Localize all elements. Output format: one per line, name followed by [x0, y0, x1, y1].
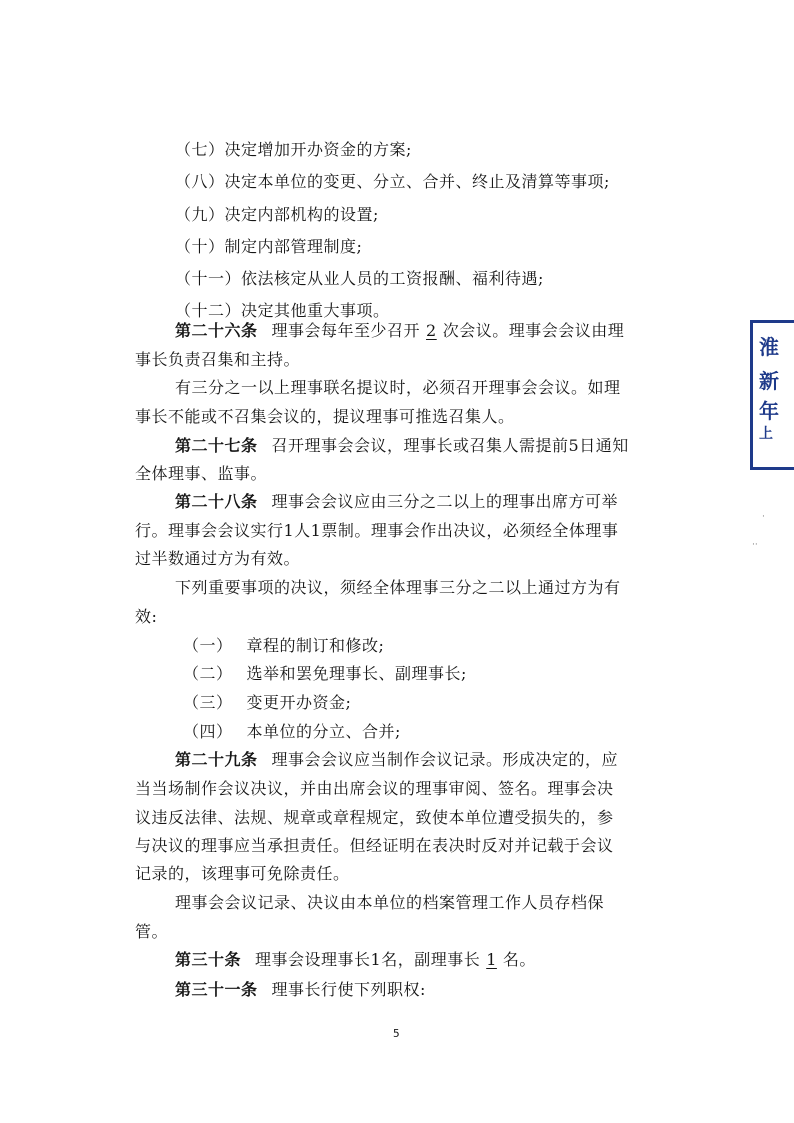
text-line: [135, 607, 157, 627]
filled-blank: 2: [426, 321, 437, 340]
text-line: [175, 980, 426, 1000]
text-line: [135, 779, 614, 799]
text-line: [135, 407, 515, 427]
line-text: （九）决定内部机构的设置;: [175, 205, 379, 224]
page-number: 5: [393, 1027, 400, 1040]
stamp-char: 淮: [759, 335, 779, 359]
text-line: [135, 521, 618, 541]
line-text: 理事会会议记录、决议由本单位的档案管理工作人员存档保: [175, 893, 605, 912]
line-text: （三）: [183, 693, 233, 712]
line-text: 理事会会议应由三分之二以上的理事出席方可举: [271, 492, 619, 511]
stamp-fragment: [750, 320, 794, 470]
text-line: [135, 808, 614, 828]
text-line: [135, 864, 350, 884]
text-line: [175, 950, 536, 970]
text-line: [135, 549, 300, 569]
line-text: 全体理事、监事。: [135, 464, 268, 483]
article-heading: 第二十七条: [175, 436, 258, 455]
text-line: [175, 321, 624, 341]
article-heading: 第二十六条: [175, 321, 258, 340]
text-line: [135, 350, 300, 370]
text-line: [175, 378, 621, 398]
line-text: 管。: [135, 922, 169, 941]
line-text: 有三分之一以上理事联名提议时，必须召开理事会会议。如理: [175, 378, 621, 397]
line-text: 议违反法律、法规、规章或章程规定，致使本单位遭受损失的，参: [135, 808, 614, 827]
text-line: [135, 464, 267, 484]
article-heading: 第三十条: [175, 950, 242, 969]
stamp-char: 年: [759, 399, 779, 423]
scan-speck: ··: [752, 540, 758, 550]
stamp-char: 新: [759, 369, 779, 393]
line-text: 行。理事会会议实行1人1票制。理事会作出决议，必须经全体理事: [135, 521, 619, 540]
text-line: [175, 269, 544, 289]
line-text: 过半数通过方为有效。: [135, 549, 301, 568]
text-line: [183, 693, 351, 713]
line-text: 事长负责召集和主持。: [135, 350, 301, 369]
line-text: 理事会会议应当制作会议记录。形成决定的，应: [271, 750, 619, 769]
line-text: 理事长行使下列职权:: [271, 980, 426, 999]
text-line: [135, 922, 168, 942]
stamp-char: 上: [759, 426, 773, 442]
line-text: 本单位的分立、合并;: [246, 722, 401, 741]
line-text: （二）: [183, 664, 233, 683]
line-text: 理事会设理事长1名，副理事长: [255, 950, 481, 969]
line-text: （四）: [183, 722, 233, 741]
text-line: [183, 722, 401, 742]
line-text: （十）制定内部管理制度;: [175, 237, 363, 256]
text-line: [183, 636, 384, 656]
text-line: [175, 750, 618, 770]
line-text: 与决议的理事应当承担责任。但经证明在表决时反对并记载于会议: [135, 836, 614, 855]
text-line: [183, 664, 467, 684]
line-text: （七）决定增加开办资金的方案;: [175, 140, 412, 159]
text-line: [175, 893, 604, 913]
line-text: 记录的，该理事可免除责任。: [135, 864, 350, 883]
line-text: （十二）决定其他重大事项。: [175, 301, 390, 320]
text-line: [175, 205, 379, 225]
line-text: 变更开办资金;: [246, 693, 352, 712]
text-line: [175, 492, 618, 512]
article-heading: 第二十八条: [175, 492, 258, 511]
text-line: [175, 140, 412, 160]
line-text: 章程的制订和修改;: [246, 636, 385, 655]
article-heading: 第三十一条: [175, 980, 258, 999]
line-text: 召开理事会会议，理事长或召集人需提前5日通知: [271, 436, 629, 455]
line-text: 名。: [502, 950, 536, 969]
text-line: [175, 301, 390, 321]
text-line: [175, 436, 629, 456]
line-text: （八）决定本单位的变更、分立、合并、终止及清算等事项;: [175, 172, 610, 191]
filled-blank: 1: [486, 950, 497, 969]
text-line: [175, 237, 362, 257]
line-text: （十一）依法核定从业人员的工资报酬、福利待遇;: [175, 269, 544, 288]
line-text: 效:: [135, 607, 158, 626]
line-text: （一）: [183, 636, 233, 655]
line-text: 次会议。理事会会议由理: [442, 321, 625, 340]
line-text: 事长不能或不召集会议的，提议理事可推选召集人。: [135, 407, 515, 426]
text-line: [135, 836, 614, 856]
line-text: 选举和罢免理事长、副理事长;: [246, 664, 467, 683]
line-text: 下列重要事项的决议，须经全体理事三分之二以上通过方为有: [175, 578, 621, 597]
text-line: [175, 172, 610, 192]
line-text: 理事会每年至少召开: [271, 321, 421, 340]
scan-speck: ·: [762, 512, 765, 522]
article-heading: 第二十九条: [175, 750, 258, 769]
text-line: [175, 578, 621, 598]
line-text: 当当场制作会议决议，并由出席会议的理事审阅、签名。理事会决: [135, 779, 614, 798]
